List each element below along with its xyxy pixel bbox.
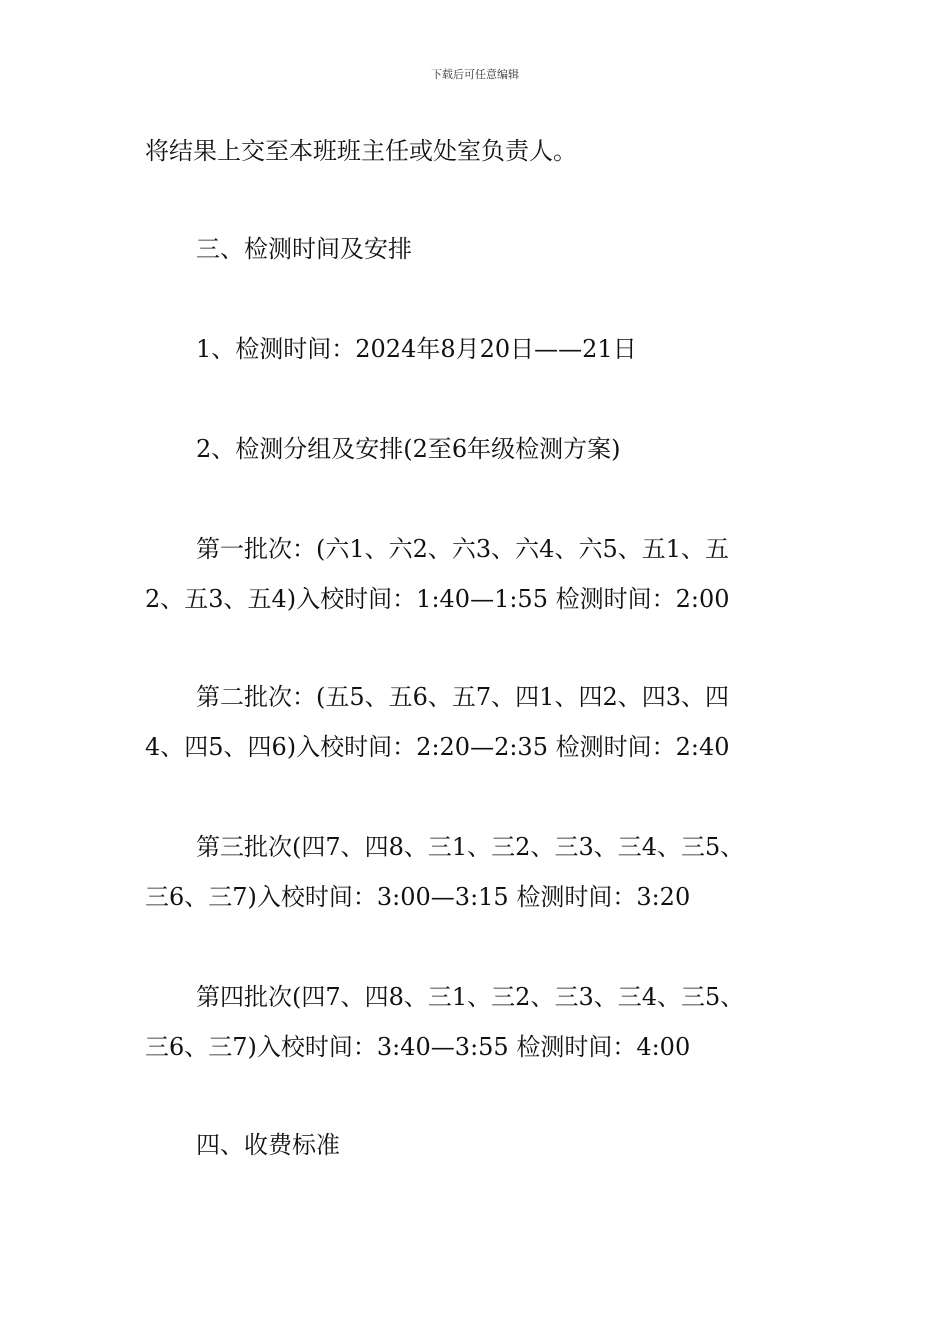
page-header-note: 下载后可任意编辑 — [431, 68, 519, 81]
batch-1-line-2: 2、五3、五4)入校时间：1:40—1:55 检测时间：2:00 — [145, 585, 730, 613]
list-item-detection-time: 1、检测时间：2024年8月20日——21日 — [196, 335, 637, 363]
list-item-grouping: 2、检测分组及安排(2至6年级检测方案) — [196, 435, 621, 463]
batch-1-line-1: 第一批次：(六1、六2、六3、六4、六5、五1、五 — [196, 535, 729, 563]
section-heading-4: 四、收费标准 — [196, 1131, 340, 1159]
batch-3-line-2: 三6、三7)入校时间：3:00—3:15 检测时间：3:20 — [145, 883, 691, 911]
batch-3-line-1: 第三批次(四7、四8、三1、三2、三3、三4、三5、 — [196, 833, 745, 861]
paragraph-continuation: 将结果上交至本班班主任或处室负责人。 — [145, 137, 577, 165]
batch-4-line-1: 第四批次(四7、四8、三1、三2、三3、三4、三5、 — [196, 983, 745, 1011]
batch-2-line-1: 第二批次：(五5、五6、五7、四1、四2、四3、四 — [196, 683, 729, 711]
section-heading-3: 三、检测时间及安排 — [196, 235, 412, 263]
batch-2-line-2: 4、四5、四6)入校时间：2:20—2:35 检测时间：2:40 — [145, 733, 730, 761]
batch-4-line-2: 三6、三7)入校时间：3:40—3:55 检测时间：4:00 — [145, 1033, 691, 1061]
